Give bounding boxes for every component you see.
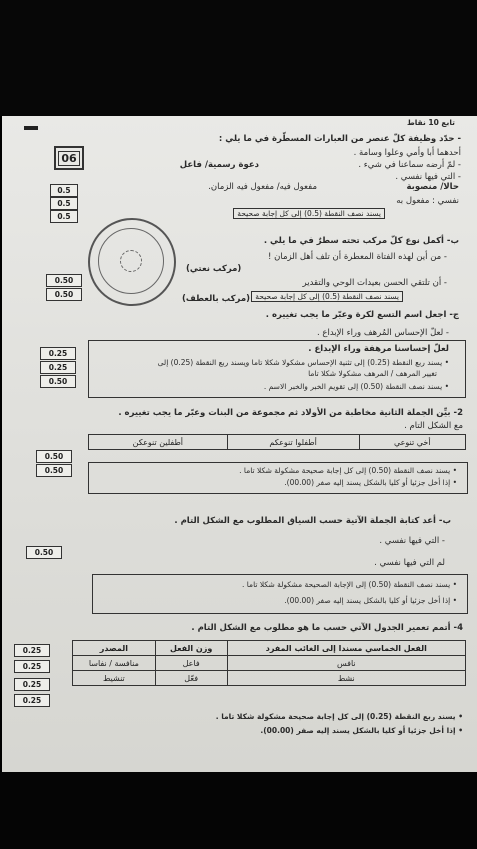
qa-ans2: دعوة رسمية/ فاعل [179, 160, 259, 170]
q3-score: 0.50 [26, 546, 62, 559]
qc-line1: - لعلّ الإحساس المُرهف وراء الإبداع . [317, 328, 449, 338]
q4-table [72, 640, 466, 686]
qb-instruction: ب- أكمل نوع كلّ مركب تحته سطرٌ في ما يلي . [263, 236, 459, 246]
qa-line2: - لمّ أرضه سماعنا في شيء . [358, 160, 461, 170]
qc-rule2: تغيير المرهف / المرهف مشكولا شكلا تاما [308, 369, 437, 378]
qa-line1: أحدهما أبا وأمي وعلوا وسامة . [353, 148, 461, 158]
q4-header-2: وزن الفعل [155, 641, 227, 656]
qa-ans1: حالا/ منصوبة [406, 182, 459, 192]
qc-rule1: • يسند ربع النقطة (0.25) إلى تثنية الإحساس مشكولا شكلا تاما ويسند ربع النقطة (0.25) إلى [158, 358, 449, 368]
stamp-center [120, 250, 142, 272]
q4-score-2: 0.25 [14, 660, 50, 673]
qa-score-2: 0.5 [50, 197, 78, 210]
header-dash [24, 126, 38, 130]
qa-line3: - التي فيها نفسي . [395, 172, 461, 182]
q2-cell-3: أطفلين تنوعكن [89, 435, 228, 450]
q4-header-row [73, 641, 466, 656]
q4-r1-c2: فاعل [155, 656, 227, 671]
qc-score-1: 0.25 [40, 347, 76, 360]
q2-table [88, 434, 466, 450]
q4-header-3: المصدر [73, 641, 156, 656]
qa-ans4: مفعول فيه/ مفعول فيه الزمان. [208, 182, 317, 192]
q2-cell-2: أطفلوا تنوعكم [227, 435, 359, 450]
qb-rule: يسند نصف النقطة (0.5) إلى كل إجابة صحيحة [251, 291, 403, 302]
q4-r2-c1: نشط [227, 671, 465, 686]
top-dark-band [0, 0, 477, 116]
q4-r2-c2: فعّل [155, 671, 227, 686]
q3-instruction: ب- أعد كتابة الجملة الآتية حسب السياق المطلوب مع الشكل التام . [174, 516, 451, 526]
qa-ans5: نفسي : مفعول به [396, 196, 459, 206]
q2-score-2: 0.50 [36, 464, 72, 477]
qb-label2: (مركب بالعطف) [182, 294, 250, 304]
qc-rule3: • يسند نصف النقطة (0.50) إلى تقويم الخبر والخبر الاسم . [264, 382, 449, 392]
q3-line2: لم التي فيها نفسي . [374, 558, 445, 568]
qa-score-3: 0.5 [50, 210, 78, 223]
bottom-dark-band [0, 772, 477, 849]
q2-score-1: 0.50 [36, 450, 72, 463]
qb-label1: (مركب نعتي) [186, 264, 242, 274]
qc-answer: لعلّ إحساسنا مرهفة وراء الإبداع . [308, 344, 449, 354]
q4-header-1: الفعل الخماسي مسندا إلى الغائب المفرد [227, 641, 465, 656]
table-row [73, 656, 466, 671]
qb-line1: - من أين لهذه الفتاة المعطرة أن تلف أهل الزمان ! [268, 252, 447, 262]
q2-instruction: 2- بيِّن الجملة الثانية مخاطبة من الأولاد ثم مجموعة من البنات وعبّر ما يجب تغييره . [118, 408, 463, 418]
q2-rule2: • إذا أخل جزئيا أو كليا بالشكل يسند إليه صفر (00.00). [284, 478, 457, 488]
q4-instruction: 4- أتمم تعمير الجدول الآتي حسب ما هو مطلوب مع الشكل التام . [191, 623, 463, 633]
q3-rule1: • يسند نصف النقطة (0.50) إلى الإجابة الصحيحة مشكولة شكلا تاما . [242, 580, 457, 590]
qb-score-2: 0.50 [46, 288, 82, 301]
q3-rule2: • إذا أخل جزئيا أو كليا بالشكل يسند إليه صفر (00.00). [284, 596, 457, 606]
official-stamp [88, 218, 176, 306]
q4-score-4: 0.25 [14, 694, 50, 707]
q4-r1-c1: نافس [227, 656, 465, 671]
qa-rule: يسند نصف النقطة (0.5) إلى كل إجابة صحيحة [233, 208, 385, 219]
page-number: 06 [58, 151, 79, 166]
qb-score-1: 0.50 [46, 274, 82, 287]
page-number-box [54, 146, 84, 170]
q4-score-1: 0.25 [14, 644, 50, 657]
q4-score-3: 0.25 [14, 678, 50, 691]
q2-sub: مع الشكل التام . [404, 421, 463, 431]
qc-score-3: 0.50 [40, 375, 76, 388]
table-row [73, 671, 466, 686]
q4-rule1: • يسند ربع النقطة (0.25) إلى كل إجابة صحيحة مشكولة شكلا تاما . [216, 712, 463, 722]
qc-score-2: 0.25 [40, 361, 76, 374]
q4-r2-c3: تنشيط [73, 671, 156, 686]
qc-instruction: ج- اجعل اسم التسع لكرة وعبّر ما يجب تغييره . [265, 310, 459, 320]
q2-cell-1: أخي تنوعي [359, 435, 465, 450]
q3-line1: - التي فيها نفسي . [379, 536, 445, 546]
exam-page [2, 116, 477, 772]
qa-score-1: 0.5 [50, 184, 78, 197]
q4-r1-c3: منافسة / نفاسا [73, 656, 156, 671]
q2-rule1: • يسند نصف النقطة (0.50) إلى كل إجابة صحيحة مشكولة شكلا تاما . [239, 466, 457, 476]
header-right: تابع 10 نقاط [406, 118, 455, 127]
qa-instruction: - حدّد وظيفة كلّ عنصر من العبارات المسطّرة في ما يلي : [218, 134, 461, 144]
q4-rule2: • إذا أخل جزئيا أو كليا بالشكل يسند إليه صفر (00.00). [260, 726, 463, 736]
qb-line2: - أن تلتقي الحسن بعيدات الوحي والتقدير [302, 278, 447, 288]
